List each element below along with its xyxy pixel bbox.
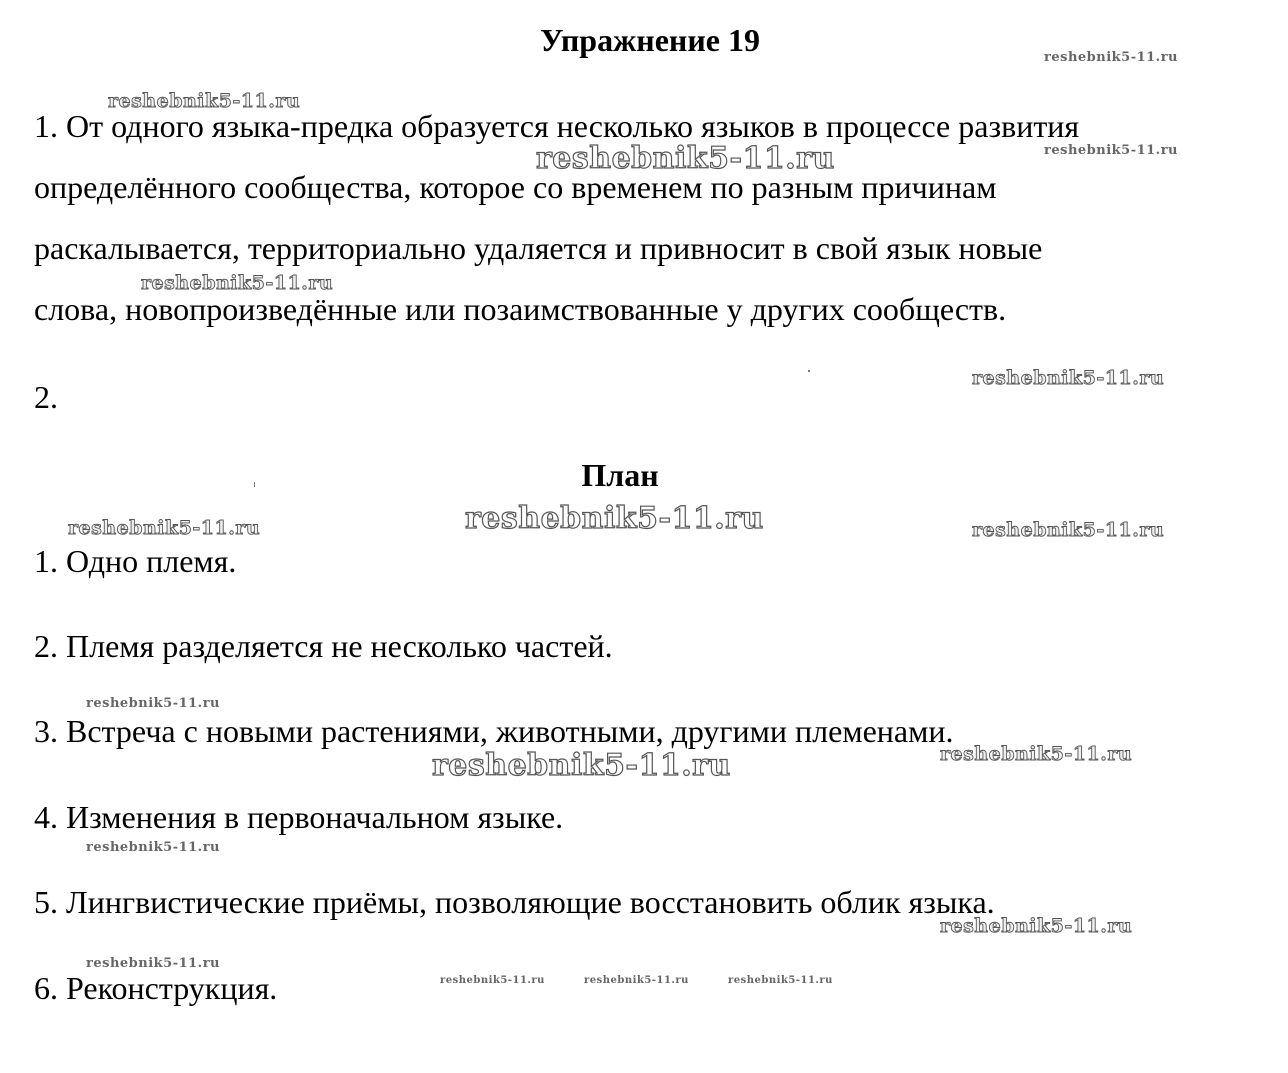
watermark: reshebnik5-11.ru bbox=[1044, 143, 1179, 158]
watermark: reshebnik5-11.ru bbox=[972, 367, 1165, 389]
watermark: reshebnik5-11.ru bbox=[728, 975, 833, 986]
watermark: reshebnik5-11.ru bbox=[440, 975, 545, 986]
scan-speck bbox=[808, 370, 810, 372]
paragraph-line-3: раскалывается, территориально удаляется и привносит в свой язык новые bbox=[34, 230, 1043, 266]
paragraph-line-1: 1. От одного языка-предка образуется несколько языков в процессе развития bbox=[34, 108, 1080, 144]
watermark: reshebnik5-11.ru bbox=[68, 517, 261, 539]
plan-item-4: 4. Изменения в первоначальном языке. bbox=[34, 799, 564, 835]
watermark: reshebnik5-11.ru bbox=[86, 840, 221, 855]
watermark: reshebnik5-11.ru bbox=[141, 272, 334, 294]
plan-item-6: 6. Реконструкция. bbox=[34, 970, 278, 1006]
watermark: reshebnik5-11.ru bbox=[1044, 50, 1179, 65]
watermark: reshebnik5-11.ru bbox=[940, 915, 1133, 937]
plan-item-2: 2. Племя разделяется не несколько частей. bbox=[34, 628, 613, 664]
watermark: reshebnik5-11.ru bbox=[432, 748, 731, 783]
paragraph-line-2: определённого сообщества, которое со временем по разным причинам bbox=[34, 169, 997, 205]
watermark: reshebnik5-11.ru bbox=[972, 519, 1165, 541]
watermark: reshebnik5-11.ru bbox=[86, 956, 221, 971]
plan-item-1: 1. Одно племя. bbox=[34, 543, 237, 579]
exercise-title: Упражнение 19 bbox=[539, 22, 760, 58]
plan-item-5: 5. Лингвистические приёмы, позволяющие восстановить облик языка. bbox=[34, 884, 995, 920]
paragraph-line-4: слова, новопроизведённые или позаимствованные у других сообществ. bbox=[34, 291, 1007, 327]
watermark: reshebnik5-11.ru bbox=[584, 975, 689, 986]
plan-item-3: 3. Встреча с новыми растениями, животными, другими племенами. bbox=[34, 713, 954, 749]
scan-speck bbox=[254, 482, 255, 487]
watermark: reshebnik5-11.ru bbox=[86, 696, 221, 711]
item-2-label: 2. bbox=[34, 379, 58, 415]
watermark: reshebnik5-11.ru bbox=[108, 90, 301, 112]
watermark: reshebnik5-11.ru bbox=[940, 743, 1133, 765]
watermark: reshebnik5-11.ru bbox=[465, 501, 764, 536]
plan-heading: План bbox=[581, 457, 659, 493]
watermark: reshebnik5-11.ru bbox=[536, 141, 835, 176]
